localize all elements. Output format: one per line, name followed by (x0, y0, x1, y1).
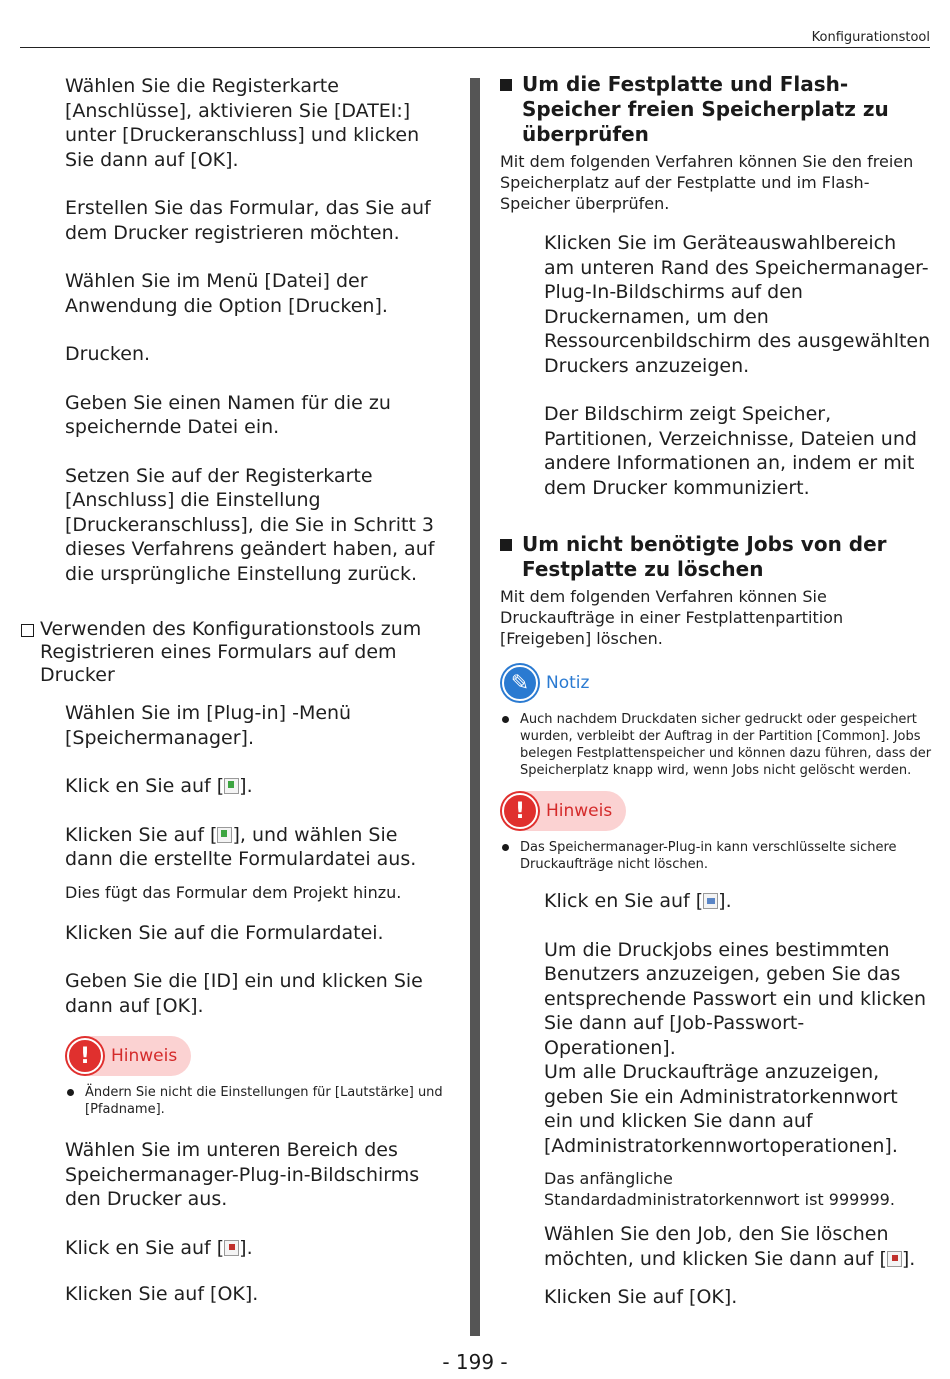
upload-to-printer-icon (224, 1240, 239, 1256)
notiz-bullet: Auch nachdem Druckdaten sicher gedruckt oder gespeichert wurden, verbleibt der Auftrag in der Partition [Common]. Jobs belegen Festplattenspeicher und können dazu führen, dass der Speicherplatz knapp wird, wenn Jobs nicht gelöscht werden. (500, 711, 932, 779)
bullet-dot (502, 716, 509, 723)
bullet-dot (67, 1089, 74, 1096)
pencil-note-icon: ✎ (502, 665, 538, 701)
step-select-ports-tab: Wählen Sie die Registerkarte [Anschlüsse], aktivieren Sie [DATEI:] unter [Druckeranschluss] und klicken Sie dann auf [OK]. (65, 75, 420, 171)
step-enter-filename: Geben Sie einen Namen für die zu speichernde Datei ein. (65, 391, 391, 438)
notiz-label: Notiz (546, 673, 590, 693)
left-column (20, 72, 450, 1307)
step-print: Drucken. (65, 343, 151, 365)
subsection-title-text: Verwenden des Konfigurationstools zum Registrieren eines Formulars auf dem Drucker (40, 618, 422, 686)
section-intro-free-space: Mit dem folgenden Verfahren können Sie den freien Speicherplatz auf der Festplatte und im Flash-Speicher überprüfen. (500, 152, 914, 213)
page-number: - 199 - (442, 1350, 508, 1374)
step-select-job-delete: Wählen Sie den Job, den Sie löschen möchten, und klicken Sie dann auf [ ]. (544, 1223, 916, 1270)
hinweis-bullet-right: Das Speichermanager-Plug-in kann verschlüsselte sichere Druckaufträge nicht löschen. (500, 839, 932, 873)
warning-icon: ! (502, 793, 538, 829)
step-click-icon-new: Klick en Sie auf [ ]. (65, 775, 253, 797)
step-plugin-menu: Wählen Sie im [Plug-in] -Menü [Speichermanager]. (65, 702, 352, 749)
square-bullet-icon (500, 539, 512, 551)
square-bullet-icon (500, 79, 512, 91)
step-select-printer: Wählen Sie im unteren Bereich des Speichermanager-Plug-in-Bildschirms den Drucker aus. (65, 1139, 420, 1210)
step-screen-shows-info: Der Bildschirm zeigt Speicher, Partitionen, Verzeichnisse, Dateien und andere Informationen an, indem er mit dem Drucker kommuniziert. (544, 403, 917, 499)
delete-job-icon (887, 1251, 902, 1267)
checkbox-square-icon (21, 624, 34, 637)
step-click-ok-left: Klicken Sie auf [OK]. (65, 1283, 259, 1305)
step-click-icon-joblist: Klick en Sie auf [ ]. (544, 890, 732, 912)
header-rule (20, 47, 930, 48)
notiz-badge (500, 663, 932, 703)
step-create-form: Erstellen Sie das Formular, das Sie auf dem Drucker registrieren möchten. (65, 197, 431, 244)
right-column (500, 72, 932, 1310)
sub-note-form-added: Dies fügt das Formular dem Projekt hinzu. (65, 882, 402, 902)
new-project-icon (224, 778, 239, 794)
hinweis-label: Hinweis (111, 1046, 178, 1066)
step-click-icon-upload: Klick en Sie auf [ ]. (65, 1236, 253, 1259)
warning-icon: ! (67, 1038, 103, 1074)
step-click-printer-name: Klicken Sie im Geräteauswahlbereich am unteren Rand des Speichermanager-Plug-In-Bildschirms auf den Druckernamen, um den Ressourcenbildschirm des ausgewählten Druckers anzuzeigen. (544, 232, 931, 377)
header-title: Konfigurationstool (811, 30, 930, 45)
hinweis-badge-left (65, 1036, 450, 1076)
step-file-print: Wählen Sie im Menü [Datei] der Anwendung die Option [Drucken]. (65, 270, 388, 317)
bullet-dot (502, 844, 509, 851)
step-click-icon-add: Klicken Sie auf [ ], und wählen Sie dann die erstellte Formulardatei aus. (65, 823, 417, 870)
add-file-icon (217, 827, 232, 843)
step-click-form-file: Klicken Sie auf die Formulardatei. (65, 921, 384, 944)
hinweis-bullet-left: Ändern Sie nicht die Einstellungen für [Lautstärke] und [Pfadname]. (65, 1084, 450, 1118)
section-title-free-space: Um die Festplatte und Flash-Speicher freien Speicherplatz zu überprüfen (500, 72, 932, 147)
section-title-delete-jobs: Um nicht benötigte Jobs von der Festplatte zu löschen (500, 532, 932, 582)
sub-default-admin-password: Das anfängliche Standardadministratorkennwort ist 999999. (544, 1169, 895, 1209)
step-job-password: Um die Druckjobs eines bestimmten Benutzers anzuzeigen, geben Sie das entsprechende Passwort ein und klicken Sie dann auf [Job-Passwort-Operationen]. (544, 938, 927, 1059)
step-restore-port: Setzen Sie auf der Registerkarte [Anschluss] die Einstellung [Druckeranschluss], die Sie in Schritt 3 dieses Verfahrens geändert haben, auf die ursprüngliche Einstellung zurück. (65, 464, 435, 585)
hinweis-label: Hinweis (546, 801, 613, 821)
hinweis-badge-right (500, 791, 932, 831)
column-divider (470, 78, 480, 1336)
step-enter-id: Geben Sie die [ID] ein und klicken Sie dann auf [OK]. (65, 970, 423, 1017)
job-list-icon (703, 893, 718, 909)
section-intro-delete-jobs: Mit dem folgenden Verfahren können Sie Druckaufträge in einer Festplattenpartition [Freigeben] löschen. (500, 587, 844, 648)
subsection-title (20, 618, 450, 687)
step-admin-password: Um alle Druckaufträge anzuzeigen, geben Sie ein Administratorkennwort ein und klicken Sie dann auf [Administratorkennwortoperationen]. (544, 1061, 898, 1157)
step-click-ok-right: Klicken Sie auf [OK]. (544, 1286, 738, 1308)
